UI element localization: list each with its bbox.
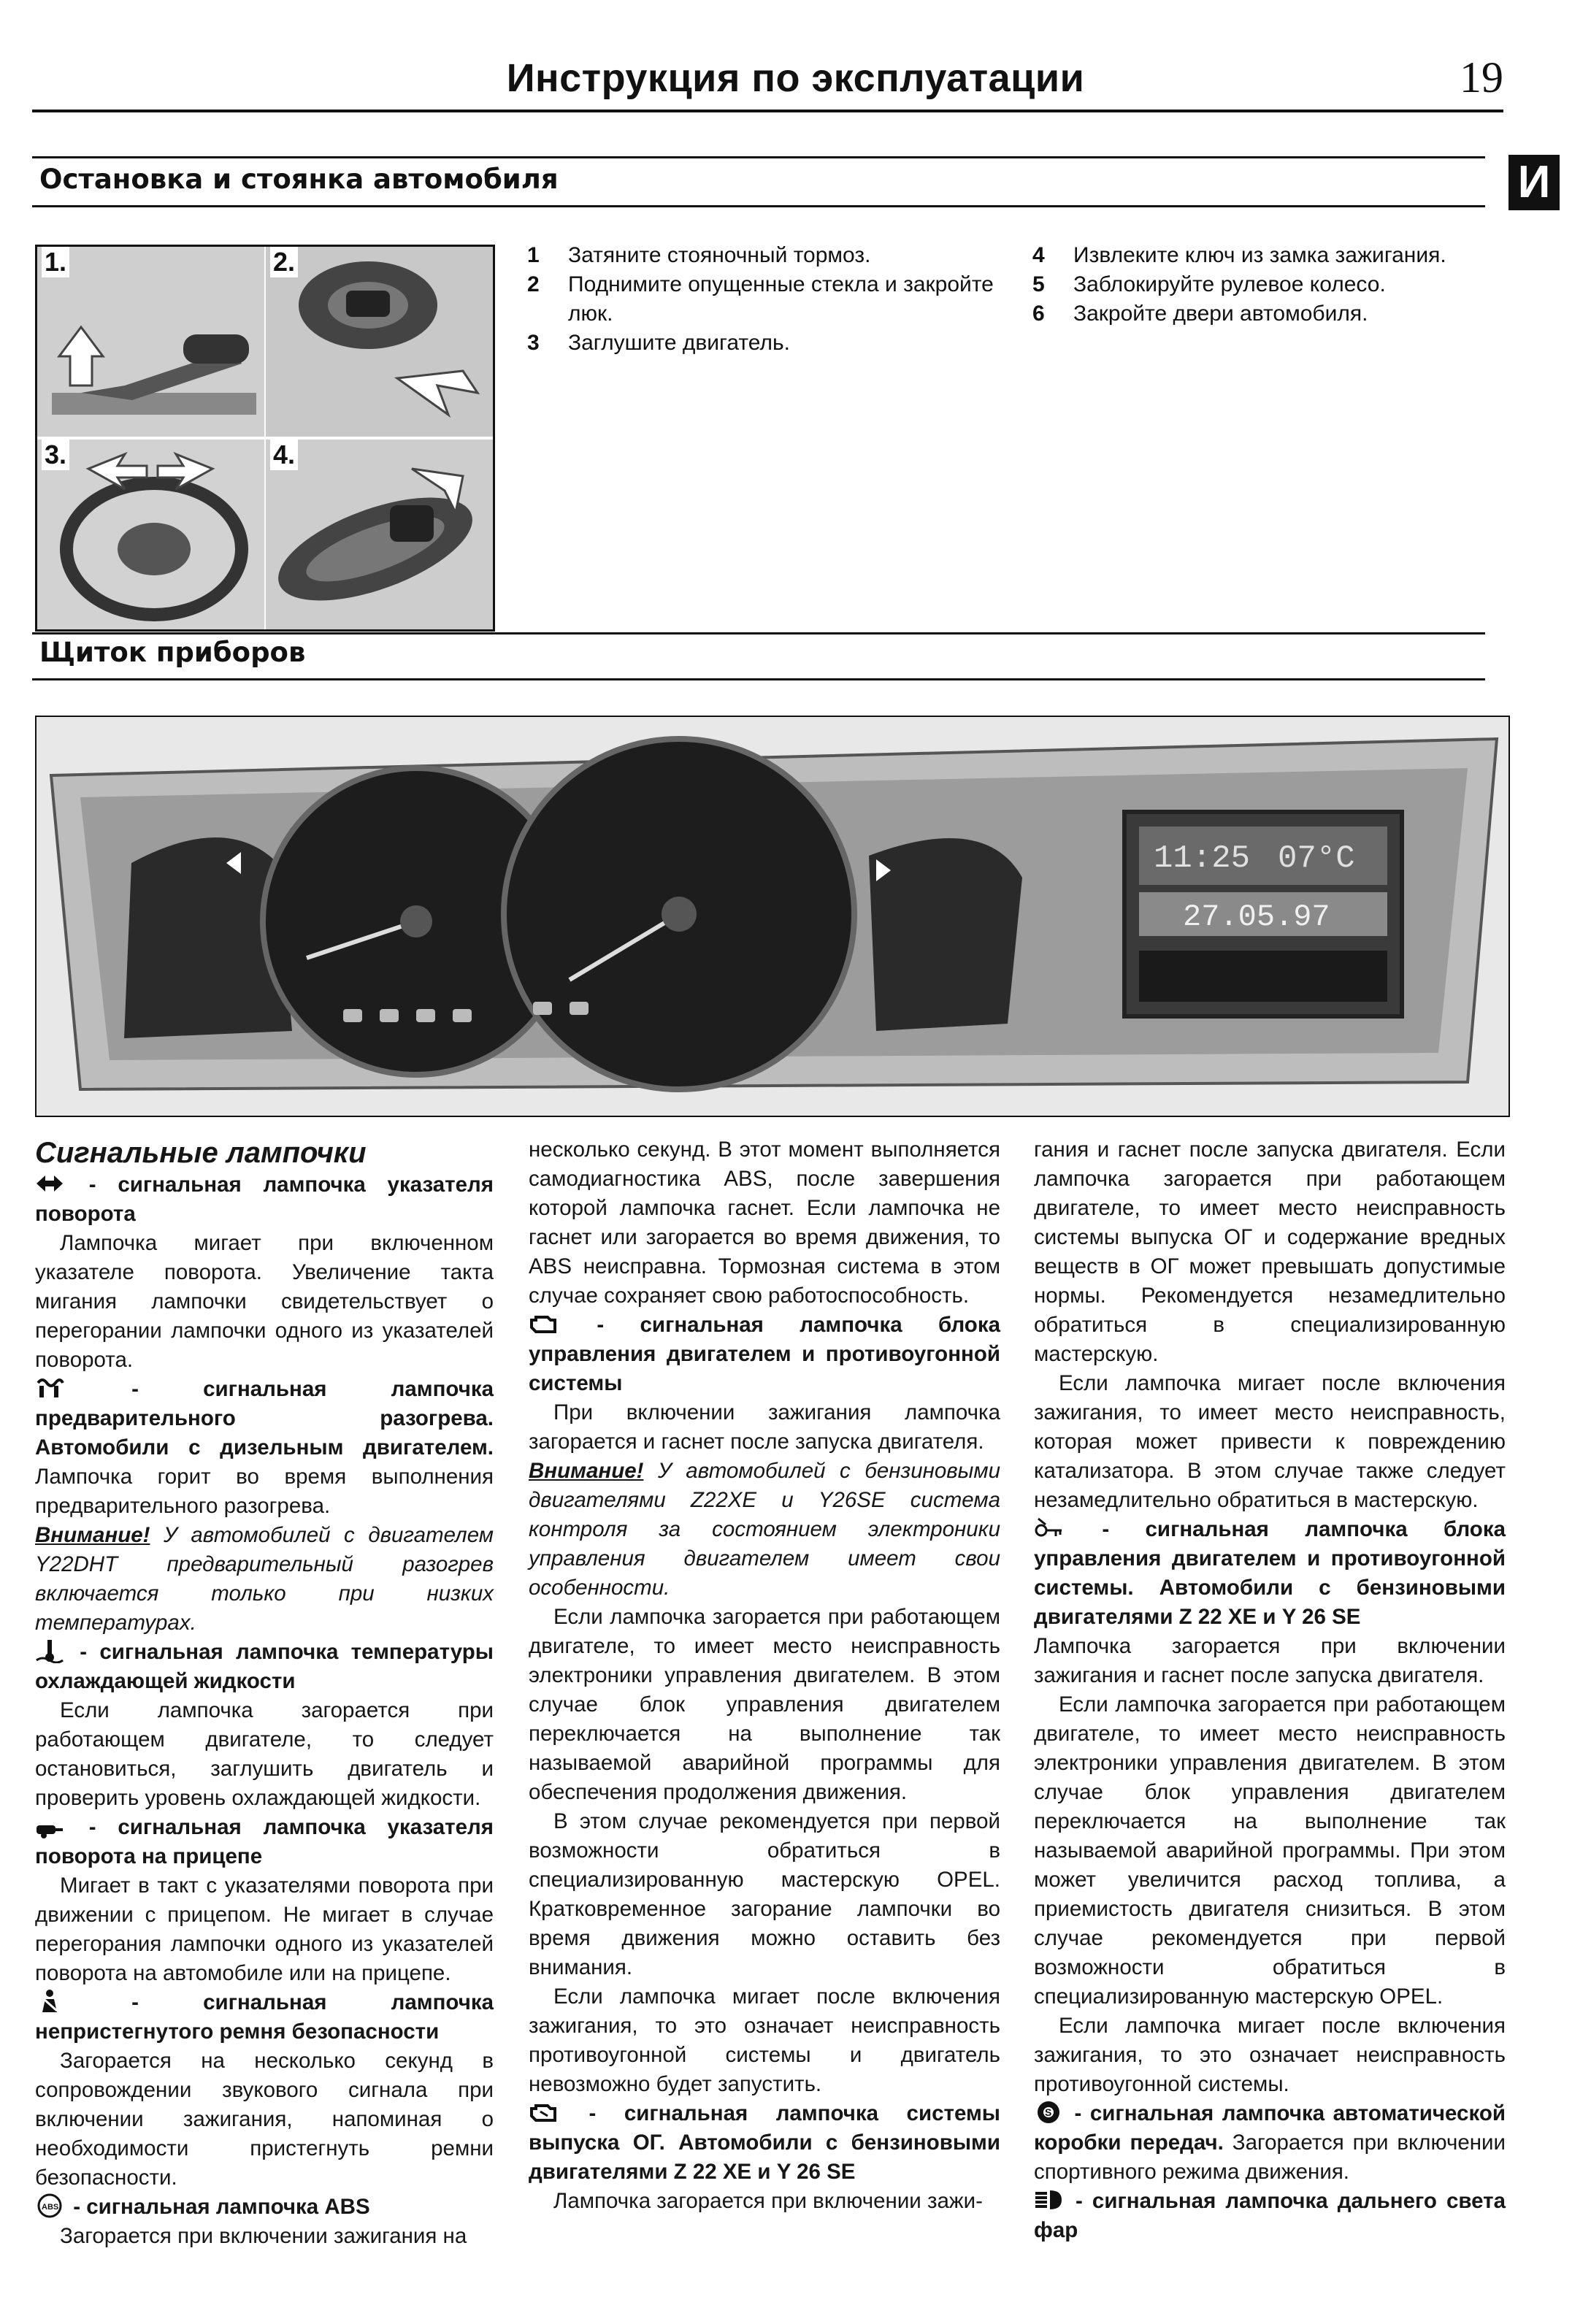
steering-wheel-illustration [37, 440, 264, 629]
warning-note: Внимание! У автомобилей с бензиновыми двигателями Z22XE и Y26SE система контроля за состоянием электроники управления двигателем имеет свои особенности. [529, 1459, 1000, 1600]
coolant-temp-icon [35, 1638, 64, 1663]
photo-label: 3. [42, 440, 69, 470]
paragraph: При включении зажигания лампочка загорается и гаснет после запуска двигателя. [529, 1400, 1000, 1454]
parking-step: 4 Извлеките ключ из замка зажигания. [1032, 243, 1446, 267]
page-number: 19 [1460, 53, 1503, 101]
emission-icon [529, 2100, 558, 2125]
display-time: 11:25 [1154, 840, 1251, 877]
parking-steps-right [1032, 241, 1514, 329]
paragraph: В этом случае рекомендуется при первой возможности обратиться в специализированную мастерскую OPEL. Кратковременное загорание лампочки во время движения можно оставить без внимания. [529, 1809, 1000, 1979]
paragraph: Если лампочка мигает после включения зажигания, то это означает неисправность противоугонной системы. [1034, 2014, 1506, 2096]
photo-steering-wheel [37, 440, 264, 629]
parking-step: 5 Заблокируйте рулевое колесо. [1032, 272, 1386, 296]
signals-column-1 [35, 1135, 494, 2251]
parking-steps-left [527, 241, 998, 358]
parking-step: 1 Затяните стояночный тормоз. [527, 243, 871, 267]
gearbox-icon [1034, 2100, 1063, 2125]
signals-column-3 [1034, 1135, 1506, 2245]
paragraph: Если лампочка мигает после включения зажигания, то имеет место неисправность, которая может привести к повреждению катализатора. В этом случае также следует незамедлительно обратиться в мастерскую. [1034, 1371, 1506, 1512]
photo-label: 1. [42, 247, 69, 277]
signals-column-2 [529, 1135, 1000, 2216]
section-title-parking: Остановка и стоянка автомобиля [39, 164, 559, 195]
lamp-heading: - сигнальная лампочка указателя поворота [35, 1173, 494, 1226]
paragraph: Если лампочка загорается при работающем двигателе, то следует остановиться, заглушить двигатель и проверить уровень охлаждающей жидкости. [35, 1698, 494, 1810]
window-switch-illustration [266, 247, 493, 437]
instrument-cluster-illustration [37, 717, 1510, 1117]
paragraph: гания и гаснет после запуска двигателя. Если лампочка загорается при работающем двигателе, то имеет место неисправность системы выпуска ОГ и содержание вредных веществ в ОГ может превышать допустимые нормы. Рекомендуется незамедлительно обратиться в специализированную мастерскую. [1034, 1138, 1506, 1366]
turn-signal-icon [35, 1171, 64, 1196]
paragraph: Лампочка загорается при включении зажи- [553, 2189, 983, 2213]
parking-photo-grid [35, 245, 495, 632]
door-key-illustration [266, 440, 493, 629]
display-temp: 07°C [1278, 840, 1355, 877]
glow-plug-icon [35, 1376, 64, 1400]
photo-window-switch [266, 247, 493, 437]
header-rule [32, 110, 1503, 112]
svg-text:S: S [1045, 2106, 1052, 2118]
engine-icon [529, 1311, 558, 1336]
display-date: 27.05.97 [1183, 900, 1330, 935]
parking-step: 3 Заглушите двигатель. [527, 331, 790, 355]
paragraph: Лампочка мигает при включенном указателе поворота. Увеличение такта мигания лампочки свидетельствует о перегорании лампочки одного из указателей поворота. [35, 1231, 494, 1372]
section-title-instrument-panel: Щиток приборов [39, 637, 306, 668]
lamp-heading: S - сигнальная лампочка автоматической коробки передач. Загорается при включении спортивного режима движения. [1034, 2101, 1506, 2184]
lamp-heading: - сигнальная лампочка блока управления двигателем и противоугонной системы [529, 1313, 1000, 1395]
photo-door-key [266, 440, 493, 629]
photo-label: 4. [270, 440, 298, 470]
high-beam-icon [1034, 2187, 1063, 2212]
paragraph: Загорается на несколько секунд в сопровождении звукового сигнала при включении зажигания, напоминая о необходимости пристегнуть ремни безопасности. [35, 2049, 494, 2190]
paragraph: несколько секунд. В этот момент выполняется самодиагностика ABS, после завершения которой лампочка гаснет. Если лампочка не гаснет или загорается во время движения, то ABS неисправна. Тормозная система в этом случае сохраняет свою работоспособность. [529, 1138, 1000, 1308]
lamp-heading: - сигнальная лампочка предварительного разогрева. Автомобили с дизельным двигателем. Лампочка горит во время выполнения предварительного разогрева. [35, 1377, 494, 1518]
paragraph: Мигает в такт с указателями поворота при движении с прицепом. Не мигает в случае перегорания лампочки одного из указателей поворота на автомобиле или на прицепе. [35, 1874, 494, 1985]
paragraph: Загорается при включении зажигания на [60, 2224, 467, 2248]
lamp-heading: ABS - сигнальная лампочка ABS [35, 2193, 494, 2222]
photo-handbrake [37, 247, 264, 437]
immobilizer-icon [1034, 1516, 1063, 1541]
paragraph: Если лампочка загорается при работающем двигателе, то имеет место неисправность электроники управления двигателем. В этом случае блок управления двигателем переключается на выполнение так называемой аварийной программы. При этом может увеличится расход топлива, а приемистость двигателя снизиться. В этом случае рекомендуется при первой возможности обратиться в специализированную мастерскую OPEL. [1034, 1692, 1506, 2009]
signals-title: Сигнальные лампочки [35, 1137, 367, 1169]
lamp-heading: - сигнальная лампочка дальнего света фар [1034, 2189, 1506, 2242]
handbrake-illustration [37, 247, 264, 437]
lamp-heading: - сигнальная лампочка указателя поворота на прицепе [35, 1815, 494, 1868]
chapter-tab-marker: И [1508, 155, 1560, 210]
svg-text:ABS: ABS [42, 2203, 59, 2212]
seatbelt-icon [35, 1989, 64, 2014]
paragraph: Лампочка загорается при включении зажигания и гаснет после запуска двигателя. [1034, 1634, 1506, 1687]
lamp-heading: - сигнальная лампочка блока управления двигателем и противоугонной системы. Автомобили с бензиновыми двигателями Z 22 XE и Y 26 SE [1034, 1517, 1506, 1629]
parking-step: 2 Поднимите опущенные стекла и закройте люк. [527, 272, 994, 326]
warning-note: Внимание! У автомобилей с двигателем Y22DHT предварительный разогрев включается только при низких температурах. [35, 1523, 494, 1635]
lamp-heading: - сигнальная лампочка системы выпуска ОГ. Автомобили с бензиновыми двигателями Z 22 XE и Y 26 SE [529, 2101, 1000, 2184]
instrument-panel-photo [35, 716, 1510, 1117]
abs-icon [35, 2193, 64, 2218]
page-title: Инструкция по эксплуатации [506, 56, 1085, 100]
parking-step: 6 Закройте двери автомобиля. [1032, 302, 1368, 326]
paragraph: Если лампочка загорается при работающем двигателе, то имеет место неисправность электроники управления двигателем. В этом случае блок управления двигателем переключается на выполнение так называемой аварийной программы для обеспечения продолжения движения. [529, 1605, 1000, 1804]
photo-label: 2. [270, 247, 298, 277]
lamp-heading: - сигнальная лампочка температуры охлаждающей жидкости [35, 1640, 494, 1693]
trailer-signal-icon [35, 1814, 64, 1838]
paragraph: Если лампочка мигает после включения зажигания, то это означает неисправность противоугонной системы и двигатель невозможно будет запустить. [529, 1984, 1000, 2096]
lamp-heading: - сигнальная лампочка непристегнутого ремня безопасности [35, 1990, 494, 2044]
